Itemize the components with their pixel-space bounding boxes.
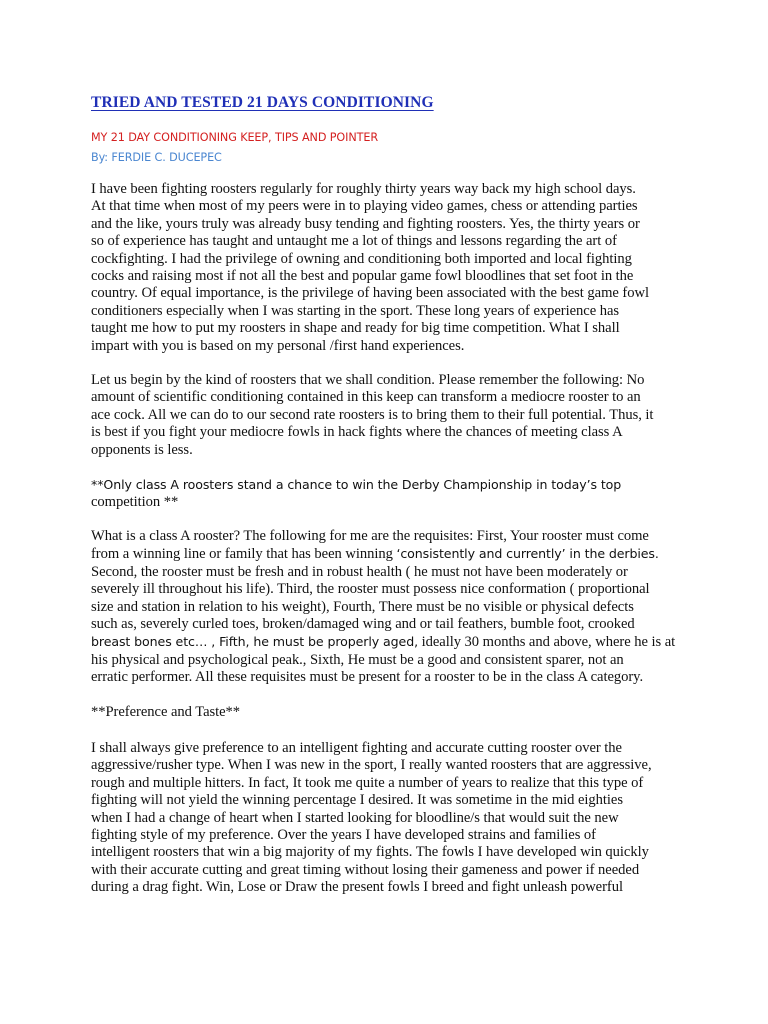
section-heading-preference [91,704,671,721]
text-line: **Preference and Taste** [91,703,241,720]
text-line: when I had a change of heart when I started looking for bloodline/s that would suit the new [91,809,619,826]
text-line: impart with you is based on my personal /first hand experiences. [91,337,465,354]
paragraph-intro [91,181,671,355]
text-line: Let us begin by the kind of roosters that we shall condition. Please remember the following: No [91,372,645,389]
text-line: and the like, yours truly was already busy tending and fighting roosters. Yes, the thirty years or [91,215,640,232]
text-line: size and station in relation to his weight), Fourth, There must be no visible or physical defects [91,598,634,615]
text-line: I have been fighting roosters regularly for roughly thirty years way back my high school days. [91,181,636,197]
text-line: taught me how to put my roosters in shape and ready for big time competition. What I shall [91,320,620,337]
paragraph-rooster-selection [91,372,671,459]
text-line: such as, severely curled toes, broken/damaged wing and or tail feathers, bumble foot, crooked [91,615,635,632]
paragraph-class-a-note [91,476,671,511]
text-line: rough and multiple hitters. In fact, It took me quite a number of years to realize that this type of [91,774,644,791]
text-segment: from a winning line or family that has been winning [91,546,397,563]
text-line: amount of scientific conditioning contained in this keep can transform a mediocre rooster to an [91,389,641,406]
text-line: with their accurate cutting and great timing without losing their gameness and power if needed [91,861,640,878]
text-line: opponents is less. [91,441,193,458]
text-line: cocks and raising most if not all the best and popular game fowl bloodlines that set foot in the [91,268,634,285]
document-title: TRIED AND TESTED 21 DAYS CONDITIONING [91,94,434,111]
text-line [91,633,676,651]
document-subtitle: MY 21 DAY CONDITIONING KEEP, TIPS AND POINTER [91,131,378,144]
text-line: erratic performer. All these requisites must be present for a rooster to be in the class A category. [91,669,644,686]
text-line: during a drag fight. Win, Lose or Draw the present fowls I breed and fight unleash powerful [91,879,623,896]
text-line: country. Of equal importance, is the privilege of having been associated with the best game fowl [91,285,649,302]
text-line: Second, the rooster must be fresh and in robust health ( he must not have been moderately or [91,563,628,580]
document-page [91,88,676,897]
author-byline: By: FERDIE C. DUCEPEC [91,151,222,164]
text-line [91,545,671,563]
text-line: At that time when most of my peers were in to playing video games, chess or attending parties [91,198,638,215]
text-line: conditioners especially when I was starting in the sport. These long years of experience has [91,302,620,319]
text-line: **Only class A roosters stand a chance to win the Derby Championship in today’s top [91,477,622,493]
text-line: fighting style of my preference. Over the years I have developed strains and families of [91,827,596,843]
text-line: severely ill throughout his life). Third, the rooster must possess nice conformation ( proportional [91,581,650,598]
text-line: I shall always give preference to an intelligent fighting and accurate cutting rooster over the [91,739,622,756]
text-line: intelligent roosters that win a big majority of my fights. The fowls I have developed win quickly [91,844,649,861]
text-segment: ‘consistently and currently’ in the derbies. [396,546,659,562]
text-segment: breast bones etc… , Fifth, he must be properly aged, [91,634,418,650]
text-line: competition ** [91,493,179,510]
text-line: is best if you fight your mediocre fowls in hack fights where the chances of meeting class A [91,424,623,441]
text-line: his physical and psychological peak., Sixth, He must be a good and consistent sparer, not an [91,651,624,668]
text-line: ace cock. All we can do to our second rate roosters is to bring them to their full potential. Thus, it [91,406,654,423]
paragraph-preference-taste [91,740,671,897]
text-line: What is a class A rooster? The following for me are the requisites: First, Your rooster must come [91,527,649,544]
text-line: cockfighting. I had the privilege of owning and conditioning both imported and local fighting [91,250,632,267]
text-segment: ideally 30 months and above, where he is at [418,634,676,651]
text-line: so of experience has taught and untaught me a lot of things and lessons regarding the art of [91,233,617,250]
paragraph-class-a-requisites [91,527,676,687]
text-line: aggressive/rusher type. When I was new in the sport, I really wanted roosters that are aggressive, [91,757,652,774]
text-line: fighting will not yield the winning percentage I desired. It was sometime in the mid eighties [91,792,623,809]
